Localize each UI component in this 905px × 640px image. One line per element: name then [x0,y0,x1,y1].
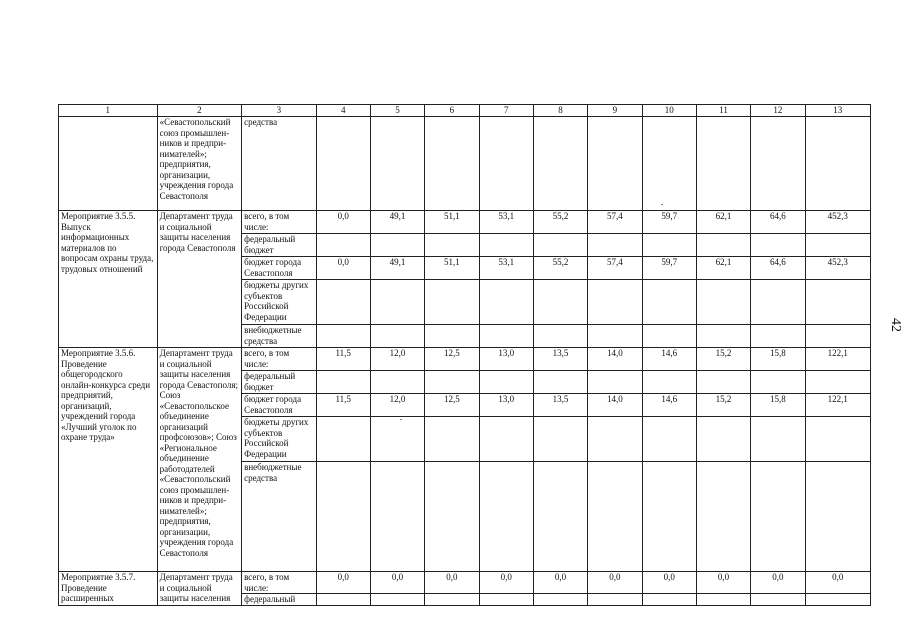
executor-cell: «Севастопольский союз промышлен-ников и предпри-нимателей»; предприятия, организации, учреждения города Севастополя [157,117,242,211]
table-row [59,572,871,594]
column-number: 5 [370,105,424,117]
column-number: 6 [425,105,479,117]
value-cell: 55,2 [533,257,587,280]
funding-source-cell: всего, в том числе: [242,572,316,594]
value-cell: 14,0 [588,348,642,371]
value-cell: 0,0 [316,211,370,234]
funding-source-cell: федеральный бюджет [242,371,316,394]
value-cell: 53,1 [479,257,533,280]
value-cell: 62,1 [696,211,750,234]
funding-source-cell: всего, в том числе: [242,211,316,234]
executor-cell: Департамент труда и социальной защиты населения [157,572,242,606]
value-cell: 0,0 [316,257,370,280]
value-cell: 51,1 [425,257,479,280]
value-cell: 11,5 [316,348,370,371]
value-cell: 0,0 [316,572,370,594]
value-cell: 13,5 [533,394,587,417]
value-cell: 51,1 [425,211,479,234]
value-cell: 13,0 [479,394,533,417]
value-cell: 59,7 [642,211,696,234]
column-number: 3 [242,105,316,117]
value-cell: 14,6 [642,348,696,371]
page-number: 42 [888,318,903,332]
value-cell: 64,6 [751,257,805,280]
value-cell: 12,0 [370,348,424,371]
funding-source-cell: бюджеты других субъектов Российской Федерации [242,280,316,325]
value-cell: 55,2 [533,211,587,234]
value-cell: 0,0 [588,572,642,594]
value-cell: 62,1 [696,257,750,280]
continuation-row [59,117,871,211]
value-cell: 15,8 [751,394,805,417]
value-cell: 49,1 [370,257,424,280]
program-funding-table [58,104,871,606]
value-cell: 49,1 [370,211,424,234]
funding-source-cell: федеральный бюджет [242,234,316,257]
value-cell: 64,6 [751,211,805,234]
value-cell: 14,0 [588,394,642,417]
value-cell: 12,5 [425,394,479,417]
measure-name-cell [59,117,158,211]
funding-source-cell: внебюджетные средства [242,325,316,348]
value-cell: 0,0 [696,572,750,594]
value-cell: 15,2 [696,394,750,417]
value-cell: 122,1 [805,394,870,417]
value-cell: 12,0 [370,394,424,417]
value-cell: 11,5 [316,394,370,417]
funding-source-cell: бюджет города Севастополя [242,257,316,280]
column-number: 4 [316,105,370,117]
value-cell: 452,3 [805,211,870,234]
value-cell: 15,8 [751,348,805,371]
value-cell: 0,0 [479,572,533,594]
value-cell: 452,3 [805,257,870,280]
executor-cell: Департамент труда и социальной защиты населения города Севастополя; Союз «Севастопольское объединение организаций профсоюзов»; Союз «Региональное объединение работодателей «Севастопольский союз промышлен-ников и предпри-нимателей»; предприятия, организации, учреждения города Севастополя [157,348,242,572]
value-cell: 0,0 [370,572,424,594]
value-cell: 13,5 [533,348,587,371]
column-number: 11 [696,105,750,117]
funding-source-cell: федеральный [242,594,316,606]
funding-source-cell: бюджет города Севастополя [242,394,316,417]
value-cell: 0,0 [533,572,587,594]
column-number-row [59,105,871,117]
scan-speck [400,419,402,420]
column-number: 1 [59,105,158,117]
value-cell: 15,2 [696,348,750,371]
value-cell: 0,0 [642,572,696,594]
column-number: 9 [588,105,642,117]
scan-speck [661,204,663,205]
value-cell: 0,0 [805,572,870,594]
value-cell: 0,0 [751,572,805,594]
table-row [59,348,871,371]
value-cell: 59,7 [642,257,696,280]
column-number: 13 [805,105,870,117]
value-cell: 53,1 [479,211,533,234]
column-number: 12 [751,105,805,117]
value-cell: 13,0 [479,348,533,371]
measure-name-cell: Мероприятие 3.5.7. Проведение расширенных [59,572,158,606]
value-cell: 57,4 [588,211,642,234]
value-cell: 12,5 [425,348,479,371]
measure-name-cell: Мероприятие 3.5.5. Выпуск информационных материалов по вопросам охраны труда, трудовых отношений [59,211,158,348]
funding-source-cell: всего, в том числе: [242,348,316,371]
column-number: 2 [157,105,242,117]
executor-cell: Департамент труда и социальной защиты населения города Севастополя [157,211,242,348]
funding-source-cell: бюджеты других субъектов Российской Федерации [242,417,316,462]
table-row [59,211,871,234]
value-cell: 122,1 [805,348,870,371]
funding-source-cell: средства [242,117,316,211]
value-cell: 57,4 [588,257,642,280]
value-cell: 14,6 [642,394,696,417]
column-number: 7 [479,105,533,117]
column-number: 8 [533,105,587,117]
value-cell: 0,0 [425,572,479,594]
funding-source-cell: внебюджетные средства [242,462,316,572]
measure-name-cell: Мероприятие 3.5.6. Проведение общегородского онлайн-конкурса среди предприятий, организаций, учреждений города «Лучший уголок по охране труда» [59,348,158,572]
column-number: 10 [642,105,696,117]
